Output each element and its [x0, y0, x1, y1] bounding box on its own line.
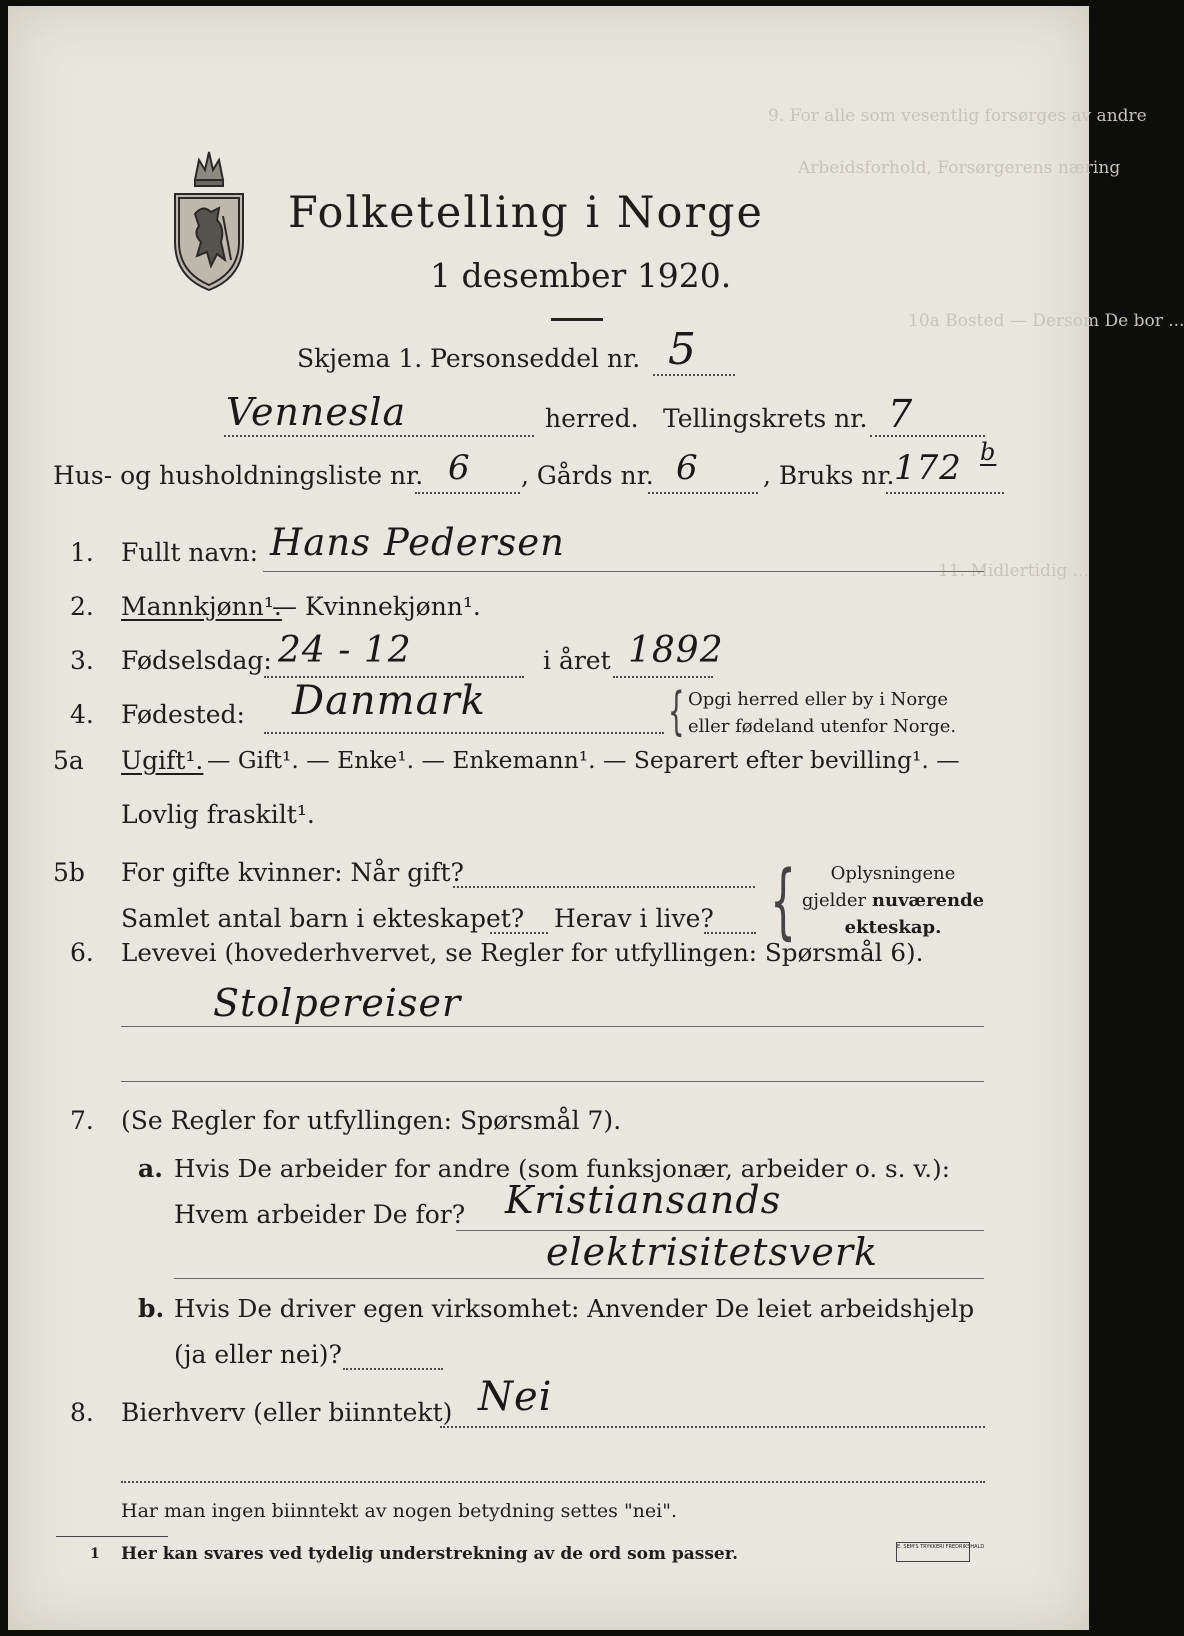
footnote-text: Her kan svares ved tydelig understrekning av de ord som passer.	[121, 1544, 739, 1564]
q6-number: 6.	[70, 938, 94, 967]
herred-field-line	[224, 435, 534, 437]
husholdningsliste-label: Hus- og husholdningsliste nr.	[53, 461, 424, 490]
form-title: Folketelling i Norge	[288, 188, 764, 238]
year-label: i året	[543, 646, 611, 675]
marital-options[interactable]: — Gift¹. — Enke¹. — Enkemann¹. — Separert efter bevilling¹. —	[207, 746, 960, 774]
marriage-note-line1: Oplysningene	[830, 863, 956, 884]
q8-label: Bierhverv (eller biinntekt)	[121, 1398, 453, 1427]
q7b-letter: b.	[138, 1294, 165, 1323]
census-form-page	[8, 6, 1184, 1630]
full-name-field-line	[263, 571, 984, 572]
gards-field-line	[648, 492, 758, 494]
q1-number: 1.	[70, 538, 94, 567]
footnote-marker: 1	[90, 1546, 100, 1562]
q5b-number: 5b	[53, 858, 85, 887]
q7a-letter: a.	[138, 1154, 163, 1183]
q6-label: Levevei (hovederhvervet, se Regler for utfyllingen: Spørsmål 6).	[121, 938, 924, 967]
q5a-number: 5a	[53, 746, 84, 775]
bleed-through-text: 9. For alle som vesentlig forsørges av andre	[768, 106, 1147, 126]
tellingskrets-label: Tellingskrets nr.	[663, 404, 868, 433]
title-divider	[551, 318, 603, 321]
bleed-through-text: 10a Bosted — Dersom De bor ...	[908, 311, 1184, 331]
gards-label: , Gårds nr.	[521, 461, 654, 490]
married-when-label: For gifte kvinner: Når gift?	[121, 858, 464, 887]
employer-value-2[interactable]: elektrisitetsverk	[546, 1230, 879, 1274]
occupation-value[interactable]: Stolpereiser	[213, 981, 462, 1025]
birthplace-note	[688, 686, 956, 740]
sex-option-female[interactable]: — Kvinnekjønn¹.	[272, 592, 481, 621]
children-count-field-line	[490, 932, 548, 934]
side-income-field-line-2	[121, 1481, 985, 1483]
tellingskrets-value[interactable]: 7	[888, 392, 914, 436]
birthplace-note-line1: Opgi herred eller by i Norge	[688, 689, 949, 710]
side-income-field-line-1	[440, 1426, 985, 1428]
skjema-label: Skjema 1. Personseddel nr.	[297, 344, 641, 373]
q7-label: (Se Regler for utfyllingen: Spørsmål 7).	[121, 1106, 622, 1135]
bleed-through-text: 11. Midlertidig ...	[938, 561, 1089, 581]
herred-label: herred.	[545, 404, 639, 433]
q4-label: Fødested:	[121, 700, 245, 729]
bruks-value[interactable]: 172	[894, 448, 962, 488]
husholdningsliste-field-line	[415, 492, 520, 494]
children-alive-label: Herav i live?	[554, 904, 714, 933]
q8-number: 8.	[70, 1398, 94, 1427]
occupation-field-line-2	[121, 1081, 984, 1082]
birthplace-field-line	[264, 732, 664, 734]
employer-label: Hvem arbeider De for?	[174, 1200, 466, 1229]
q7b-line2: (ja eller nei)?	[174, 1340, 342, 1369]
birthplace-value[interactable]: Danmark	[292, 678, 486, 724]
husholdningsliste-value[interactable]: 6	[448, 448, 471, 488]
bruks-field-line	[886, 492, 1004, 494]
marital-option-ugift[interactable]: Ugift¹.	[121, 746, 204, 775]
herred-value[interactable]: Vennesla	[226, 390, 407, 434]
full-name-value[interactable]: Hans Pedersen	[270, 521, 566, 564]
birth-year-field-line	[613, 676, 713, 678]
tellingskrets-field-line	[870, 435, 985, 437]
employer-field-line-2	[174, 1278, 984, 1279]
marriage-note-gjelder: gjelder	[801, 890, 867, 911]
sex-option-male[interactable]: Mannkjønn¹.	[121, 592, 282, 621]
q7-number: 7.	[70, 1106, 94, 1135]
occupation-field-line-1	[121, 1026, 984, 1027]
note-brace: {	[668, 682, 685, 742]
footnote-divider	[56, 1536, 168, 1537]
bruks-label: , Bruks nr.	[763, 461, 895, 490]
birth-date-value[interactable]: 24 - 12	[278, 630, 412, 671]
q1-label: Fullt navn:	[121, 538, 259, 567]
q3-label: Fødselsdag:	[121, 646, 272, 675]
census-date: 1 desember 1920.	[430, 256, 732, 295]
q3-number: 3.	[70, 646, 94, 675]
bleed-through-text: Arbeidsforhold, Forsørgerens næring	[798, 158, 1121, 178]
hired-help-field-line	[343, 1368, 443, 1370]
gards-value[interactable]: 6	[676, 448, 699, 488]
employer-value-1[interactable]: Kristiansands	[505, 1178, 782, 1222]
birthplace-note-line2: eller fødeland utenfor Norge.	[688, 716, 957, 737]
q7b-line1: Hvis De driver egen virksomhet: Anvender De leiet arbeidshjelp	[174, 1294, 975, 1323]
q2-number: 2.	[70, 592, 94, 621]
q7a-line1: Hvis De arbeider for andre (som funksjonær, arbeider o. s. v.):	[174, 1154, 950, 1183]
q4-number: 4.	[70, 700, 94, 729]
coat-of-arms-icon	[165, 142, 253, 292]
birth-year-value[interactable]: 1892	[628, 630, 724, 671]
side-income-value[interactable]: Nei	[478, 1374, 553, 1420]
children-count-label: Samlet antal barn i ekteskapet?	[121, 904, 525, 933]
married-when-field-line	[453, 886, 755, 888]
no-income-note: Har man ingen biinntekt av nogen betydning settes "nei".	[121, 1500, 678, 1522]
children-alive-field-line	[704, 932, 756, 934]
printer-stamp: E. SEM'S TRYKKERI FREDRIKSHALD	[896, 1542, 970, 1562]
marriage-note-nuvaerende: nuværende	[871, 890, 985, 911]
bruks-suffix[interactable]: b	[980, 438, 997, 466]
marriage-note-line3: ekteskap.	[844, 917, 942, 938]
marital-option-fraskilt[interactable]: Lovlig fraskilt¹.	[121, 800, 315, 829]
note-brace: {	[770, 854, 797, 949]
personseddel-value[interactable]: 5	[668, 324, 697, 375]
marriage-note	[798, 860, 988, 941]
